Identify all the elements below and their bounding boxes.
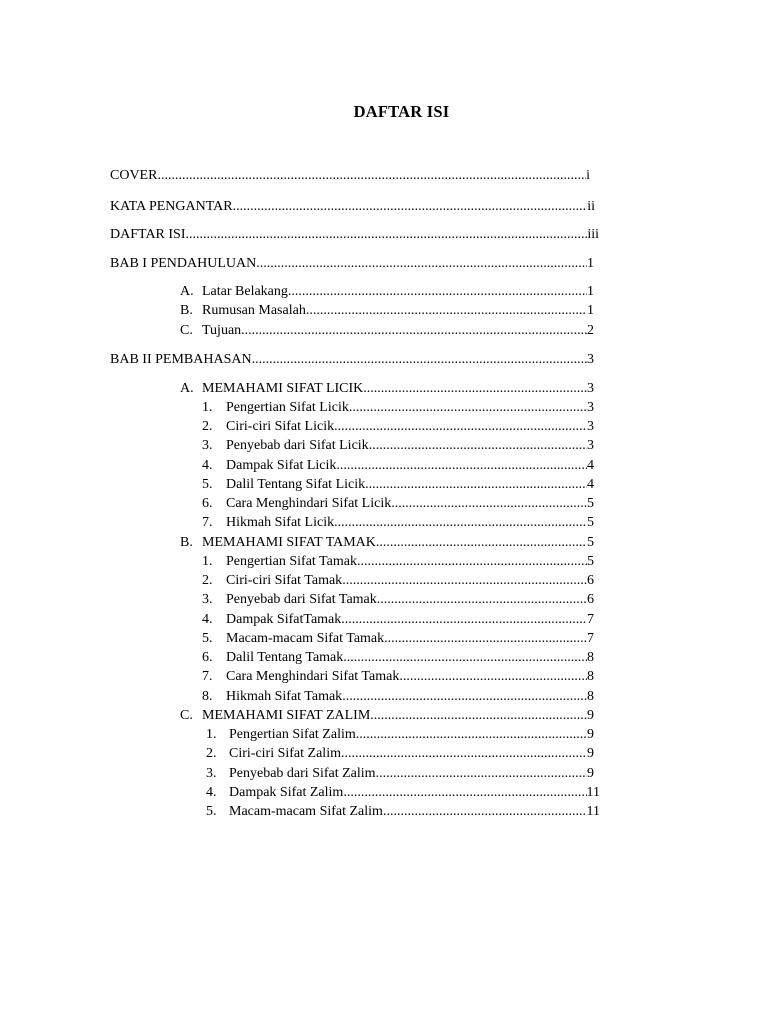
toc-page-number: 7 — [587, 631, 594, 646]
toc-leader — [186, 226, 588, 244]
toc-item-a6 — [202, 495, 594, 513]
toc-item-b3 — [202, 591, 594, 609]
toc-marker: 4. — [202, 612, 213, 627]
toc-marker: 1. — [202, 400, 213, 415]
toc-section-b — [180, 534, 594, 552]
toc-page-number: 1 — [587, 284, 594, 299]
toc-item-c1 — [206, 726, 594, 744]
toc-leader — [233, 198, 588, 216]
toc-label: Ciri-ciri Sifat Licik — [226, 419, 335, 434]
toc-leader — [349, 399, 587, 417]
toc-label: Pengertian Sifat Zalim — [229, 727, 356, 742]
toc-label: MEMAHAMI SIFAT ZALIM — [202, 708, 371, 723]
toc-label: Penyebab dari Sifat Zalim — [229, 766, 376, 781]
toc-page-number: 3 — [587, 352, 594, 367]
toc-label: Pengertian Sifat Licik — [226, 400, 349, 415]
toc-marker: B. — [180, 303, 193, 318]
toc-label: Pengertian Sifat Tamak — [226, 554, 357, 569]
toc-page-number: 9 — [587, 766, 594, 781]
toc-label: KATA PENGANTAR — [110, 199, 233, 214]
toc-label: MEMAHAMI SIFAT LICIK — [202, 381, 364, 396]
toc-label: Dalil Tentang Sifat Licik — [226, 477, 366, 492]
toc-label: Macam-macam Sifat Zalim — [229, 804, 383, 819]
toc-leader — [370, 707, 587, 725]
toc-entry-bab1-b — [180, 302, 594, 320]
toc-entry-cover — [110, 167, 590, 185]
toc-page-number: ii — [587, 199, 595, 214]
toc-page-number: 9 — [587, 708, 594, 723]
toc-leader — [288, 283, 587, 301]
toc-marker: 4. — [202, 458, 213, 473]
toc-item-a2 — [202, 418, 594, 436]
toc-marker: 4. — [206, 785, 217, 800]
toc-page-number: 6 — [587, 573, 594, 588]
toc-entry-kata-pengantar — [110, 198, 595, 216]
toc-page-number: 9 — [587, 727, 594, 742]
toc-entry-bab1-a — [180, 283, 594, 301]
toc-label: Tujuan — [202, 323, 242, 338]
toc-page-number: 9 — [587, 746, 594, 761]
toc-marker: 3. — [202, 438, 213, 453]
toc-leader — [369, 437, 587, 455]
toc-item-a1 — [202, 399, 594, 417]
toc-label: Macam-macam Sifat Tamak — [226, 631, 385, 646]
toc-marker: A. — [180, 284, 194, 299]
toc-page-number: i — [586, 168, 590, 183]
toc-label: Penyebab dari Sifat Licik — [226, 438, 369, 453]
toc-label: Ciri-ciri Sifat Zalim — [229, 746, 341, 761]
toc-page-number: iii — [587, 227, 599, 242]
toc-label: Cara Menghindari Sifat Licik — [226, 496, 392, 511]
toc-marker: 5. — [202, 477, 213, 492]
toc-entry-bab-1 — [110, 255, 594, 273]
toc-item-b6 — [202, 649, 594, 667]
toc-leader — [384, 630, 587, 648]
toc-marker: C. — [180, 323, 193, 338]
toc-marker: 5. — [206, 804, 217, 819]
toc-entry-bab1-c — [180, 322, 594, 340]
toc-label: BAB II PEMBAHASAN — [110, 352, 252, 367]
toc-page-number: 2 — [587, 323, 594, 338]
toc-page-number: 11 — [586, 785, 600, 800]
toc-leader — [334, 514, 587, 532]
toc-leader — [157, 167, 586, 185]
toc-marker: 2. — [202, 573, 213, 588]
toc-label: Dampak Sifat Licik — [226, 458, 337, 473]
toc-page-number: 1 — [587, 256, 594, 271]
toc-page-number: 8 — [587, 689, 594, 704]
toc-page-number: 3 — [587, 438, 594, 453]
toc-leader — [383, 803, 587, 821]
toc-marker: 6. — [202, 496, 213, 511]
toc-item-b2 — [202, 572, 594, 590]
toc-page-number: 8 — [587, 669, 594, 684]
toc-marker: A. — [180, 381, 194, 396]
toc-section-c — [180, 707, 594, 725]
toc-marker: 8. — [202, 689, 213, 704]
toc-item-a3 — [202, 437, 594, 455]
toc-marker: B. — [180, 535, 193, 550]
toc-page-number: 4 — [587, 477, 594, 492]
toc-leader — [336, 457, 587, 475]
toc-leader — [357, 553, 587, 571]
toc-leader — [377, 591, 587, 609]
toc-page-number: 11 — [586, 804, 600, 819]
toc-marker: 1. — [202, 554, 213, 569]
toc-leader — [341, 745, 587, 763]
toc-leader — [252, 351, 587, 369]
toc-section-a — [180, 380, 594, 398]
toc-leader — [391, 495, 587, 513]
toc-page-number: 6 — [587, 592, 594, 607]
toc-leader — [363, 380, 587, 398]
toc-item-a7 — [202, 514, 594, 532]
toc-marker: 6. — [202, 650, 213, 665]
toc-label: Hikmah Sifat Licik — [226, 515, 335, 530]
toc-leader — [356, 726, 587, 744]
toc-leader — [343, 649, 587, 667]
toc-label: Latar Belakang — [202, 284, 288, 299]
toc-marker: 2. — [202, 419, 213, 434]
toc-leader — [241, 322, 587, 340]
toc-item-b5 — [202, 630, 594, 648]
toc-label: MEMAHAMI SIFAT TAMAK — [202, 535, 376, 550]
toc-label: Cara Menghindari Sifat Tamak — [226, 669, 400, 684]
toc-page-number: 5 — [587, 515, 594, 530]
toc-label: Penyebab dari Sifat Tamak — [226, 592, 377, 607]
toc-page-number: 3 — [587, 400, 594, 415]
toc-label: BAB I PENDAHULUAN — [110, 256, 257, 271]
toc-leader — [256, 255, 587, 273]
toc-leader — [365, 476, 587, 494]
toc-page-number: 5 — [587, 496, 594, 511]
toc-marker: 3. — [202, 592, 213, 607]
toc-item-a5 — [202, 476, 594, 494]
toc-label: Rumusan Masalah — [202, 303, 306, 318]
toc-label: DAFTAR ISI — [110, 227, 186, 242]
toc-page-number: 1 — [587, 303, 594, 318]
toc-marker: 7. — [202, 515, 213, 530]
toc-label: COVER — [110, 168, 158, 183]
toc-leader — [334, 418, 587, 436]
toc-entry-daftar-isi — [110, 226, 599, 244]
toc-leader — [306, 302, 587, 320]
toc-page-number: 5 — [587, 535, 594, 550]
toc-item-a4 — [202, 457, 594, 475]
toc-page-number: 7 — [587, 612, 594, 627]
toc-leader — [342, 572, 587, 590]
toc-item-c3 — [206, 765, 594, 783]
toc-item-c5 — [206, 803, 600, 821]
toc-label: Dampak Sifat Zalim — [229, 785, 344, 800]
toc-leader — [341, 611, 587, 629]
toc-item-b7 — [202, 668, 594, 686]
toc-leader — [376, 765, 587, 783]
toc-marker: 7. — [202, 669, 213, 684]
toc-page-number: 3 — [587, 381, 594, 396]
toc-entry-bab-2 — [110, 351, 594, 369]
toc-label: Dalil Tentang Tamak — [226, 650, 344, 665]
toc-marker: 5. — [202, 631, 213, 646]
toc-page-number: 4 — [587, 458, 594, 473]
toc-item-b8 — [202, 688, 594, 706]
toc-leader — [399, 668, 587, 686]
toc-marker: 1. — [206, 727, 217, 742]
toc-label: Ciri-ciri Sifat Tamak — [226, 573, 343, 588]
toc-item-b1 — [202, 553, 594, 571]
toc-item-c4 — [206, 784, 600, 802]
toc-leader — [343, 784, 586, 802]
toc-leader — [342, 688, 587, 706]
toc-marker: C. — [180, 708, 193, 723]
toc-label: Hikmah Sifat Tamak — [226, 689, 343, 704]
toc-marker: 3. — [206, 766, 217, 781]
toc-page-number: 5 — [587, 554, 594, 569]
toc-item-b4 — [202, 611, 594, 629]
toc-leader — [376, 534, 587, 552]
toc-page-number: 3 — [587, 419, 594, 434]
toc-marker: 2. — [206, 746, 217, 761]
toc-label: Dampak SifatTamak — [226, 612, 342, 627]
page-title: DAFTAR ISI — [353, 102, 450, 121]
toc-item-c2 — [206, 745, 594, 763]
toc-page-number: 8 — [587, 650, 594, 665]
